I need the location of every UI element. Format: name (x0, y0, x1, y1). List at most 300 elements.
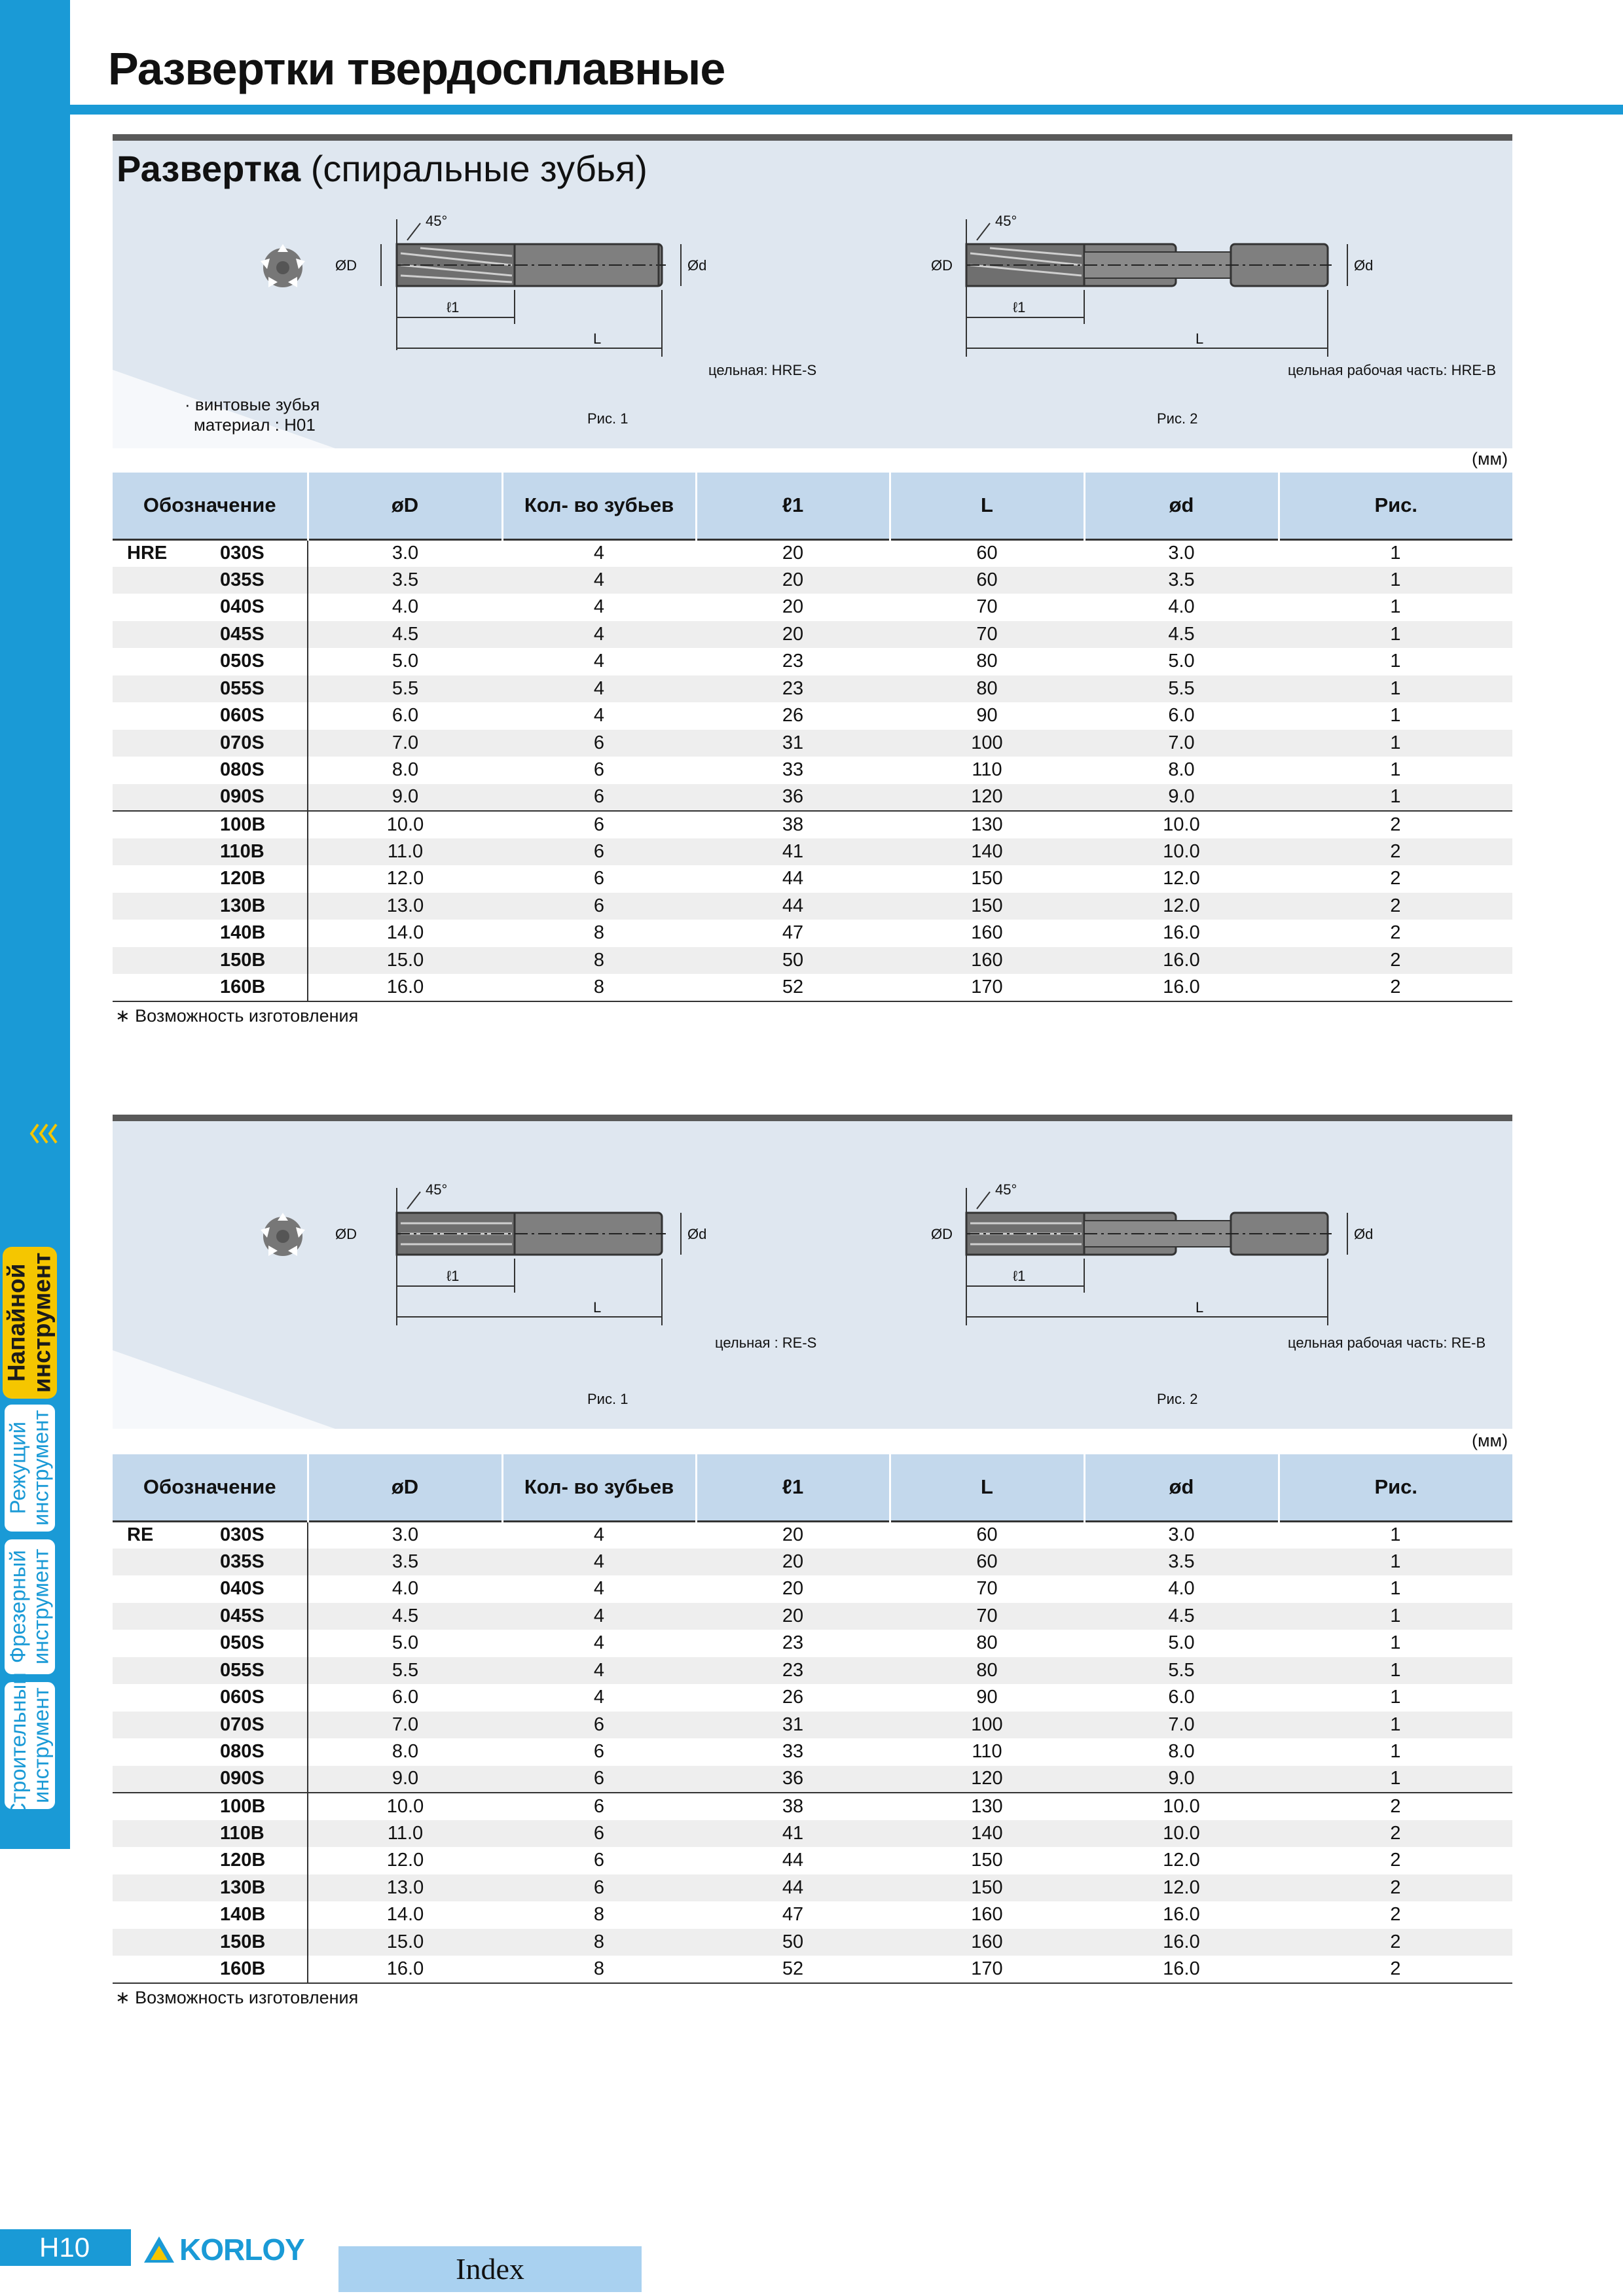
teeth-cell: 6 (593, 868, 605, 889)
table-row (113, 1684, 1512, 1712)
L-cell: 130 (890, 811, 1084, 838)
material-note: · винтовые зубья материал : H01 (185, 395, 320, 435)
designation-cell: 035S (211, 1549, 308, 1576)
tab-label-line1: Строительный (5, 1672, 30, 1819)
designation-cell: 045S (211, 1603, 308, 1630)
teeth-cell: 6 (502, 811, 696, 838)
teeth-cell: 4 (593, 1524, 605, 1545)
diameter-d-cell: 16.0 (1084, 974, 1279, 1001)
back-arrows-icon[interactable] (29, 1121, 59, 1147)
page-title: Развертки твердосплавные (108, 43, 725, 94)
sidebar (0, 0, 70, 1849)
table-row (113, 947, 1512, 975)
l1-label: ℓ1 (447, 299, 460, 315)
teeth-cell: 6 (502, 1793, 696, 1820)
fig2-label: Рис. 2 (1157, 410, 1198, 427)
fig-cell: 2 (1279, 974, 1512, 1001)
designation-cell: 045S (211, 621, 308, 649)
designation-cell: 090S (211, 1766, 308, 1793)
teeth-cell: 4 (502, 675, 696, 703)
diameter-D-cell: 4.0 (392, 1578, 419, 1600)
designation-cell: 130B (211, 1874, 308, 1902)
designation-cell: 035S (211, 567, 308, 594)
reamer-fig2-drawing (931, 213, 1496, 427)
l1-cell: 38 (696, 1793, 890, 1820)
series-cell (113, 1874, 211, 1902)
teeth-cell: 4 (502, 621, 696, 649)
series-cell (113, 893, 211, 920)
table-row (113, 648, 1512, 675)
svg-text:Ød: Ød (1354, 257, 1374, 274)
series-cell (113, 1766, 211, 1793)
teeth-cell: 4 (593, 596, 605, 618)
L-cell: 80 (890, 1657, 1084, 1685)
L-cell: 160 (890, 1929, 1084, 1956)
fig-cell: 2 (1279, 947, 1512, 975)
svg-text:45°: 45° (426, 1181, 448, 1198)
L-cell: 100 (890, 730, 1084, 757)
col-L: L (890, 1454, 1084, 1521)
diameter-d-cell: 9.0 (1084, 1766, 1279, 1793)
l1-cell: 36 (696, 1766, 890, 1793)
diameter-D-cell: 7.0 (308, 730, 502, 757)
table-row (113, 1712, 1512, 1739)
L-cell: 150 (890, 893, 1084, 920)
fig-cell: 1 (1279, 1657, 1512, 1685)
svg-text:ℓ1: ℓ1 (447, 1268, 460, 1284)
l1-cell: 47 (782, 1904, 804, 1926)
table-row (113, 1738, 1512, 1766)
sidebar-tab-milling-tools[interactable] (3, 1537, 57, 1676)
reamer-fig1-drawing (335, 213, 816, 427)
l1-cell: 31 (696, 730, 890, 757)
fig-cell: 2 (1390, 868, 1401, 889)
designation-cell: 060S (211, 1684, 308, 1712)
teeth-cell: 8 (502, 947, 696, 975)
fig-cell: 1 (1390, 759, 1401, 781)
designation-cell: 030S (211, 1521, 308, 1549)
series-cell (113, 675, 211, 703)
teeth-cell: 6 (502, 838, 696, 866)
table-row (113, 702, 1512, 730)
teeth-cell: 6 (593, 1850, 605, 1871)
diameter-d-cell: 16.0 (1084, 1956, 1279, 1983)
diameter-d-cell: 3.0 (1168, 1524, 1195, 1545)
tab-label-line1: Напайной (3, 1263, 30, 1382)
diameter-d-cell: 8.0 (1168, 1741, 1195, 1763)
table-row (113, 1630, 1512, 1657)
L-cell: 110 (972, 1741, 1002, 1763)
col-L: L (890, 473, 1084, 539)
fig2-caption: цельная рабочая часть: RE-B (1288, 1335, 1486, 1351)
sidebar-tab-brazed-tools[interactable] (3, 1247, 57, 1399)
diameter-d-cell: 10.0 (1084, 811, 1279, 838)
diameter-D-cell: 9.0 (308, 784, 502, 812)
series-cell (113, 594, 211, 621)
diameter-d-cell: 10.0 (1084, 838, 1279, 866)
fig-cell: 1 (1390, 1741, 1401, 1763)
tab-label-line2: инструмент (28, 1549, 53, 1665)
diameter-d-cell: 12.0 (1163, 868, 1200, 889)
diameter-d-cell: 7.0 (1084, 1712, 1279, 1739)
footnote: ∗ Возможность изготовления (115, 1006, 359, 1026)
series-cell (113, 702, 211, 730)
designation-cell: 140B (211, 1901, 308, 1929)
fig-cell: 2 (1279, 1793, 1512, 1820)
diameter-d-cell: 6.0 (1168, 705, 1195, 726)
fig-cell: 1 (1279, 675, 1512, 703)
series-cell (113, 567, 211, 594)
l1-cell: 33 (782, 759, 804, 781)
fig1-label: Рис. 1 (587, 1391, 629, 1407)
L-cell: 60 (890, 567, 1084, 594)
diameter-d-cell: 10.0 (1084, 1820, 1279, 1848)
svg-text:Ød: Ød (1354, 1226, 1374, 1242)
teeth-cell: 6 (593, 759, 605, 781)
designation-cell: 050S (211, 648, 308, 675)
diameter-D-cell: 4.0 (392, 596, 419, 618)
diameter-d-cell: 12.0 (1084, 893, 1279, 920)
col-diameter-d: ød (1084, 473, 1279, 539)
diameter-D-cell: 14.0 (386, 1904, 424, 1926)
tab-label-line2: инструмент (28, 1410, 53, 1526)
designation-cell: 055S (211, 1657, 308, 1685)
L-cell: 150 (971, 868, 1003, 889)
series-cell (113, 947, 211, 975)
l1-cell: 41 (696, 838, 890, 866)
col-designation: Обозначение (113, 473, 308, 539)
l1-cell: 44 (782, 868, 804, 889)
designation-cell: 050S (211, 1630, 308, 1657)
l1-cell: 41 (696, 1820, 890, 1848)
L-cell: 90 (976, 1687, 998, 1708)
series-cell (113, 1793, 211, 1820)
designation-cell: 160B (211, 1956, 308, 1983)
teeth-cell: 4 (502, 1549, 696, 1576)
fig-cell: 1 (1390, 1578, 1401, 1600)
L-cell: 170 (890, 1956, 1084, 1983)
section-title: Развертка (спиральные зубья) (117, 148, 647, 189)
teeth-cell: 8 (502, 974, 696, 1001)
L-cell: 120 (890, 784, 1084, 812)
l1-cell: 50 (696, 947, 890, 975)
diameter-d-cell: 8.0 (1168, 759, 1195, 781)
L-cell: 120 (890, 1766, 1084, 1793)
svg-text:45°: 45° (995, 1181, 1017, 1198)
designation-cell: 090S (211, 784, 308, 812)
designation-cell: 060S (211, 702, 308, 730)
diameter-D-cell: 10.0 (308, 1793, 502, 1820)
series-cell (113, 648, 211, 675)
diameter-D-cell: 12.0 (386, 868, 424, 889)
teeth-cell: 4 (593, 1687, 605, 1708)
reamer-drawings (113, 1121, 1512, 1429)
fig2-label: Рис. 2 (1157, 1391, 1198, 1407)
fig-cell: 1 (1279, 784, 1512, 812)
svg-text:L: L (1195, 331, 1204, 347)
table-row (113, 1847, 1512, 1874)
diameter-d-cell: 5.0 (1168, 1632, 1195, 1654)
designation-cell: 080S (211, 1738, 308, 1766)
teeth-cell: 6 (502, 893, 696, 920)
series-cell (113, 865, 211, 893)
teeth-cell: 8 (593, 922, 605, 944)
teeth-cell: 6 (502, 1820, 696, 1848)
diameter-D-cell: 3.0 (392, 1524, 419, 1545)
l1-cell: 20 (782, 543, 804, 564)
fig-cell: 2 (1279, 1820, 1512, 1848)
fig-cell: 1 (1390, 1687, 1401, 1708)
diameter-D-cell: 12.0 (386, 1850, 424, 1871)
designation-cell: 055S (211, 675, 308, 703)
series-cell (113, 1549, 211, 1576)
fig-cell: 1 (1390, 1524, 1401, 1545)
header-rule (70, 105, 1623, 115)
unit-label: (мм) (1472, 1431, 1508, 1450)
fig-cell: 2 (1279, 1956, 1512, 1983)
series-cell (113, 1603, 211, 1630)
teeth-cell: 6 (593, 1741, 605, 1763)
diameter-d-cell: 12.0 (1163, 1850, 1200, 1871)
diameter-D-cell: 16.0 (308, 974, 502, 1001)
diameter-D-cell: 11.0 (308, 838, 502, 866)
diameter-D-cell: 8.0 (392, 759, 419, 781)
table-row (113, 811, 1512, 838)
series-cell (113, 784, 211, 812)
table-body (113, 1521, 1512, 1983)
l1-cell: 52 (696, 974, 890, 1001)
col-diameter-D: øD (308, 1454, 502, 1521)
diameter-D-cell: 5.5 (308, 675, 502, 703)
svg-text:ØD: ØD (931, 257, 953, 274)
teeth-cell: 8 (593, 1904, 605, 1926)
series-cell (113, 1738, 211, 1766)
designation-cell: 150B (211, 1929, 308, 1956)
table-row (113, 1901, 1512, 1929)
table-row (113, 784, 1512, 812)
spec-table-hre (113, 473, 1512, 1002)
korloy-logo-icon (143, 2235, 175, 2264)
diameter-D-cell: 10.0 (308, 811, 502, 838)
diameter-D-cell: 15.0 (308, 947, 502, 975)
brand-logo (143, 2232, 304, 2267)
series-cell (113, 1847, 211, 1874)
svg-text:Ød: Ød (687, 1226, 707, 1242)
designation-cell: 040S (211, 594, 308, 621)
fig-cell: 1 (1279, 1603, 1512, 1630)
dia-D-label: ØD (335, 257, 357, 274)
series-cell (113, 1684, 211, 1712)
series-cell (113, 811, 211, 838)
designation-cell: 040S (211, 1575, 308, 1603)
series-cell (113, 1575, 211, 1603)
table-row (113, 1521, 1512, 1549)
svg-text:L: L (1195, 1299, 1204, 1316)
fig1-label: Рис. 1 (587, 410, 629, 427)
designation-cell: 030S (211, 539, 308, 567)
sidebar-tab-construction-tools[interactable] (3, 1672, 57, 1819)
l1-cell: 20 (782, 1578, 804, 1600)
designation-cell: 100B (211, 1793, 308, 1820)
fig-cell: 1 (1279, 1712, 1512, 1739)
diameter-d-cell: 3.5 (1084, 1549, 1279, 1576)
svg-text:ℓ1: ℓ1 (1013, 1268, 1026, 1284)
col-fig: Рис. (1279, 473, 1512, 539)
angle-label: 45° (426, 213, 448, 229)
dia-d-label: Ød (687, 257, 707, 274)
table-row (113, 1603, 1512, 1630)
L-cell: 140 (890, 1820, 1084, 1848)
series-cell (113, 974, 211, 1001)
table-row (113, 1874, 1512, 1902)
col-l1: ℓ1 (696, 1454, 890, 1521)
designation-cell: 150B (211, 947, 308, 975)
diameter-d-cell: 10.0 (1084, 1793, 1279, 1820)
diameter-D-cell: 5.0 (392, 1632, 419, 1654)
series-cell (113, 920, 211, 947)
fig-cell: 1 (1390, 543, 1401, 564)
table-body (113, 539, 1512, 1001)
fig-cell: 1 (1279, 567, 1512, 594)
fig-cell: 2 (1279, 838, 1512, 866)
table-row (113, 539, 1512, 567)
table-row (113, 675, 1512, 703)
diameter-D-cell: 13.0 (308, 1874, 502, 1902)
teeth-cell: 4 (593, 705, 605, 726)
L-cell: 160 (971, 922, 1003, 944)
table-row (113, 1657, 1512, 1685)
teeth-cell: 6 (502, 1712, 696, 1739)
designation-cell: 160B (211, 974, 308, 1001)
diameter-d-cell: 4.0 (1168, 596, 1195, 618)
table-row (113, 865, 1512, 893)
teeth-cell: 4 (502, 1603, 696, 1630)
teeth-cell: 4 (502, 1657, 696, 1685)
table-row (113, 594, 1512, 621)
designation-cell: 130B (211, 893, 308, 920)
diameter-d-cell: 9.0 (1084, 784, 1279, 812)
L-cell: 130 (890, 1793, 1084, 1820)
series-cell (113, 1956, 211, 1983)
designation-cell: 070S (211, 1712, 308, 1739)
sidebar-tab-cutting-tools[interactable] (3, 1403, 57, 1534)
reamer-fig2-drawing (931, 1181, 1486, 1407)
l1-cell: 20 (696, 621, 890, 649)
L-cell: 80 (976, 1632, 998, 1654)
svg-text:ØD: ØD (931, 1226, 953, 1242)
L-cell: 150 (890, 1874, 1084, 1902)
series-cell (113, 1630, 211, 1657)
fig-cell: 2 (1279, 1874, 1512, 1902)
diameter-d-cell: 5.0 (1168, 651, 1195, 672)
table-header-row (113, 473, 1512, 539)
fig-cell: 1 (1279, 1766, 1512, 1793)
l1-cell: 50 (696, 1929, 890, 1956)
teeth-cell: 6 (502, 1874, 696, 1902)
fig2-caption: цельная рабочая часть: HRE-B (1288, 362, 1497, 378)
col-teeth: Кол- во зубьев (502, 1454, 696, 1521)
tab-label-line2: инструмент (28, 1687, 53, 1804)
index-button[interactable]: Index (338, 2246, 642, 2292)
diameter-D-cell: 9.0 (308, 1766, 502, 1793)
table-row (113, 621, 1512, 649)
L-cell: 170 (890, 974, 1084, 1001)
designation-cell: 120B (211, 865, 308, 893)
diameter-d-cell: 7.0 (1084, 730, 1279, 757)
tab-label-line2: инструмент (28, 1252, 56, 1393)
series-cell (113, 730, 211, 757)
table-row (113, 974, 1512, 1001)
l1-cell: 20 (696, 567, 890, 594)
diameter-D-cell: 6.0 (392, 705, 419, 726)
fig-cell: 1 (1390, 705, 1401, 726)
series-cell (113, 838, 211, 866)
diameter-d-cell: 4.0 (1168, 1578, 1195, 1600)
teeth-cell: 8 (502, 1956, 696, 1983)
col-fig: Рис. (1279, 1454, 1512, 1521)
l1-cell: 20 (696, 1603, 890, 1630)
col-diameter-D: øD (308, 473, 502, 539)
diameter-d-cell: 16.0 (1084, 947, 1279, 975)
series-cell (113, 1901, 211, 1929)
fig-cell: 2 (1279, 811, 1512, 838)
L-cell: 80 (976, 651, 998, 672)
l1-cell: 23 (782, 1632, 804, 1654)
diameter-D-cell: 11.0 (308, 1820, 502, 1848)
teeth-cell: 4 (593, 1578, 605, 1600)
table-row (113, 1956, 1512, 1983)
teeth-cell: 6 (502, 730, 696, 757)
col-l1: ℓ1 (696, 473, 890, 539)
footnote: ∗ Возможность изготовления (115, 1988, 359, 2007)
l1-cell: 20 (782, 596, 804, 618)
col-designation: Обозначение (113, 1454, 308, 1521)
table-row (113, 757, 1512, 784)
diameter-d-cell: 12.0 (1084, 1874, 1279, 1902)
table-row (113, 1793, 1512, 1820)
designation-cell: 120B (211, 1847, 308, 1874)
series-cell (113, 1657, 211, 1685)
table-row (113, 1549, 1512, 1576)
diameter-D-cell: 15.0 (308, 1929, 502, 1956)
diameter-D-cell: 3.0 (392, 543, 419, 564)
teeth-cell: 4 (502, 567, 696, 594)
fig-cell: 2 (1279, 893, 1512, 920)
spec-table-re (113, 1454, 1512, 1984)
l1-cell: 26 (782, 705, 804, 726)
unit-label: (мм) (1472, 449, 1508, 469)
L-cell: 140 (890, 838, 1084, 866)
L-cell: 150 (971, 1850, 1003, 1871)
fig-cell: 1 (1390, 596, 1401, 618)
fig-cell: 1 (1279, 621, 1512, 649)
L-cell: 70 (890, 621, 1084, 649)
l1-cell: 44 (696, 1874, 890, 1902)
l1-cell: 23 (782, 651, 804, 672)
reamer-drawings (113, 141, 1512, 448)
fig-cell: 1 (1390, 651, 1401, 672)
diameter-d-cell: 4.5 (1084, 621, 1279, 649)
diameter-D-cell: 3.5 (308, 1549, 502, 1576)
L-cell: 70 (976, 1578, 998, 1600)
diameter-D-cell: 3.5 (308, 567, 502, 594)
tab-label-line1: Режущий (5, 1422, 30, 1515)
l1-cell: 52 (696, 1956, 890, 1983)
cross-section-icon (261, 1213, 305, 1256)
series-cell (113, 1929, 211, 1956)
diameter-d-cell: 4.5 (1084, 1603, 1279, 1630)
l1-cell: 31 (696, 1712, 890, 1739)
